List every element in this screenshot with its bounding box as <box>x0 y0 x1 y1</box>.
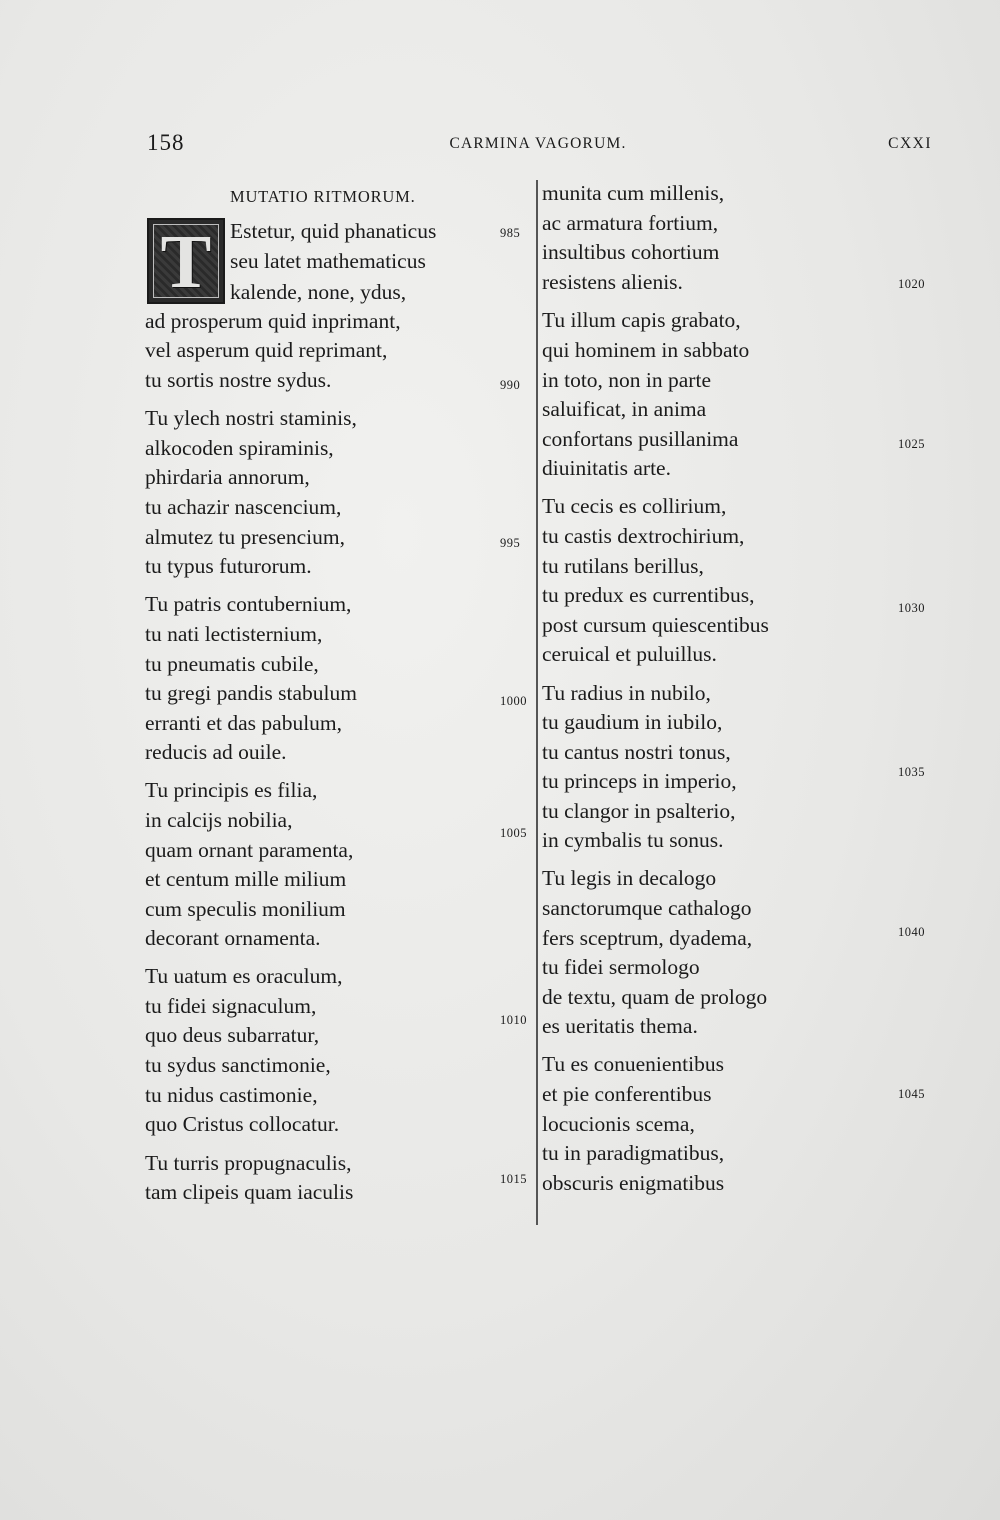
verse-line: fers sceptrum, dyadema, <box>542 926 753 950</box>
verse-line: ceruical et puluillus. <box>542 642 717 666</box>
verse-line: tu nati lectisternium, <box>145 622 323 646</box>
verse-line: alkocoden spiraminis, <box>145 436 334 460</box>
verse-line: et pie conferentibus <box>542 1082 712 1106</box>
verse-line: tu typus futurorum. <box>145 554 312 578</box>
verse-line: tu pneumatis cubile, <box>145 652 319 676</box>
verse-line: locucionis scema, <box>542 1112 695 1136</box>
verse-line: qui hominem in sabbato <box>542 338 750 362</box>
column-divider <box>536 180 538 1225</box>
verse-line: Tu principis es filia, <box>145 778 318 802</box>
verse-line: Tu es conuenientibus <box>542 1052 724 1076</box>
verse-line: es ueritatis thema. <box>542 1014 698 1038</box>
verse-line: in toto, non in parte <box>542 368 711 392</box>
verse-line: tu nidus castimonie, <box>145 1083 318 1107</box>
verse-line: almutez tu presencium, <box>145 525 345 549</box>
verse-line: tu sydus sanctimonie, <box>145 1053 331 1077</box>
verse-line: munita cum millenis, <box>542 181 725 205</box>
verse-line: tu in paradigmatibus, <box>542 1141 725 1165</box>
verse-line: tu rutilans berillus, <box>542 554 704 578</box>
verse-line: et centum mille milium <box>145 867 347 891</box>
verse-line: tu princeps in imperio, <box>542 769 737 793</box>
verse-line: sanctorumque cathalogo <box>542 896 752 920</box>
verse-line: tu cantus nostri tonus, <box>542 740 731 764</box>
verse-line: Tu turris propugnaculis, <box>145 1151 352 1175</box>
verse-line: quo deus subarratur, <box>145 1023 320 1047</box>
verse-line: tu fidei signaculum, <box>145 994 317 1018</box>
verse-line: tu castis dextrochirium, <box>542 524 745 548</box>
verse-line: obscuris enigmatibus <box>542 1171 725 1195</box>
verse-line: saluificat, in anima <box>542 397 707 421</box>
section-heading: MUTATIO RITMORUM. <box>230 187 416 206</box>
verse-line: Tu illum capis grabato, <box>542 308 741 332</box>
verse-line: kalende, none, ydus, <box>230 280 407 304</box>
verse-line: Tu ylech nostri staminis, <box>145 406 357 430</box>
verse-line: decorant ornamenta. <box>145 926 321 950</box>
line-number: 1025 <box>898 437 925 451</box>
line-number: 995 <box>500 536 521 550</box>
verse-line: Tu radius in nubilo, <box>542 681 711 705</box>
decorated-initial-icon <box>147 218 225 304</box>
verse-line: tu gregi pandis stabulum <box>145 681 357 705</box>
line-number: 1010 <box>500 1013 527 1027</box>
line-number: 985 <box>500 226 521 240</box>
verse-line: tu fidei sermologo <box>542 955 700 979</box>
line-number: 1000 <box>500 694 527 708</box>
verse-line: reducis ad ouile. <box>145 740 287 764</box>
verse-line: insultibus cohortium <box>542 240 720 264</box>
verse-line: Tu legis in decalogo <box>542 866 717 890</box>
verse-line: quo Cristus collocatur. <box>145 1112 340 1136</box>
verse-line: tam clipeis quam iaculis <box>145 1180 354 1204</box>
verse-line: cum speculis monilium <box>145 897 346 921</box>
verse-line: tu sortis nostre sydus. <box>145 368 332 392</box>
page-number: 158 <box>147 130 185 155</box>
verse-line: diuinitatis arte. <box>542 456 671 480</box>
line-number: 1035 <box>898 765 925 779</box>
verse-line: erranti et das pabulum, <box>145 711 343 735</box>
running-head <box>0 130 1000 160</box>
verse-line: ad prosperum quid inprimant, <box>145 309 401 333</box>
verse-line: tu gaudium in iubilo, <box>542 710 723 734</box>
line-number: 990 <box>500 378 521 392</box>
verse-line: Estetur, quid phanaticus <box>230 219 437 243</box>
verse-line: phirdaria annorum, <box>145 465 310 489</box>
verse-line: resistens alienis. <box>542 270 683 294</box>
verse-line: seu latet mathematicus <box>230 249 426 273</box>
verse-line: Tu uatum es oraculum, <box>145 964 343 988</box>
verse-line: post cursum quiescentibus <box>542 613 769 637</box>
verse-line: tu clangor in psalterio, <box>542 799 736 823</box>
verse-line: tu predux es currentibus, <box>542 583 755 607</box>
signature-mark: CXXI <box>888 135 932 152</box>
line-number: 1005 <box>500 826 527 840</box>
verse-line: in cymbalis tu sonus. <box>542 828 724 852</box>
running-title: CARMINA VAGORUM. <box>449 135 627 152</box>
line-number: 1030 <box>898 601 925 615</box>
verse-line: confortans pusillanima <box>542 427 739 451</box>
line-number: 1020 <box>898 277 925 291</box>
verse-line: Tu cecis es collirium, <box>542 494 727 518</box>
line-number: 1040 <box>898 925 925 939</box>
verse-line: quam ornant paramenta, <box>145 838 354 862</box>
verse-line: de textu, quam de prologo <box>542 985 768 1009</box>
verse-line: tu achazir nascencium, <box>145 495 342 519</box>
verse-line: in calcijs nobilia, <box>145 808 293 832</box>
line-number: 1045 <box>898 1087 925 1101</box>
verse-line: Tu patris contubernium, <box>145 592 352 616</box>
drop-cap-letter: T <box>160 220 212 304</box>
line-number: 1015 <box>500 1172 527 1186</box>
verse-line: ac armatura fortium, <box>542 211 719 235</box>
verse-line: vel asperum quid reprimant, <box>145 338 388 362</box>
